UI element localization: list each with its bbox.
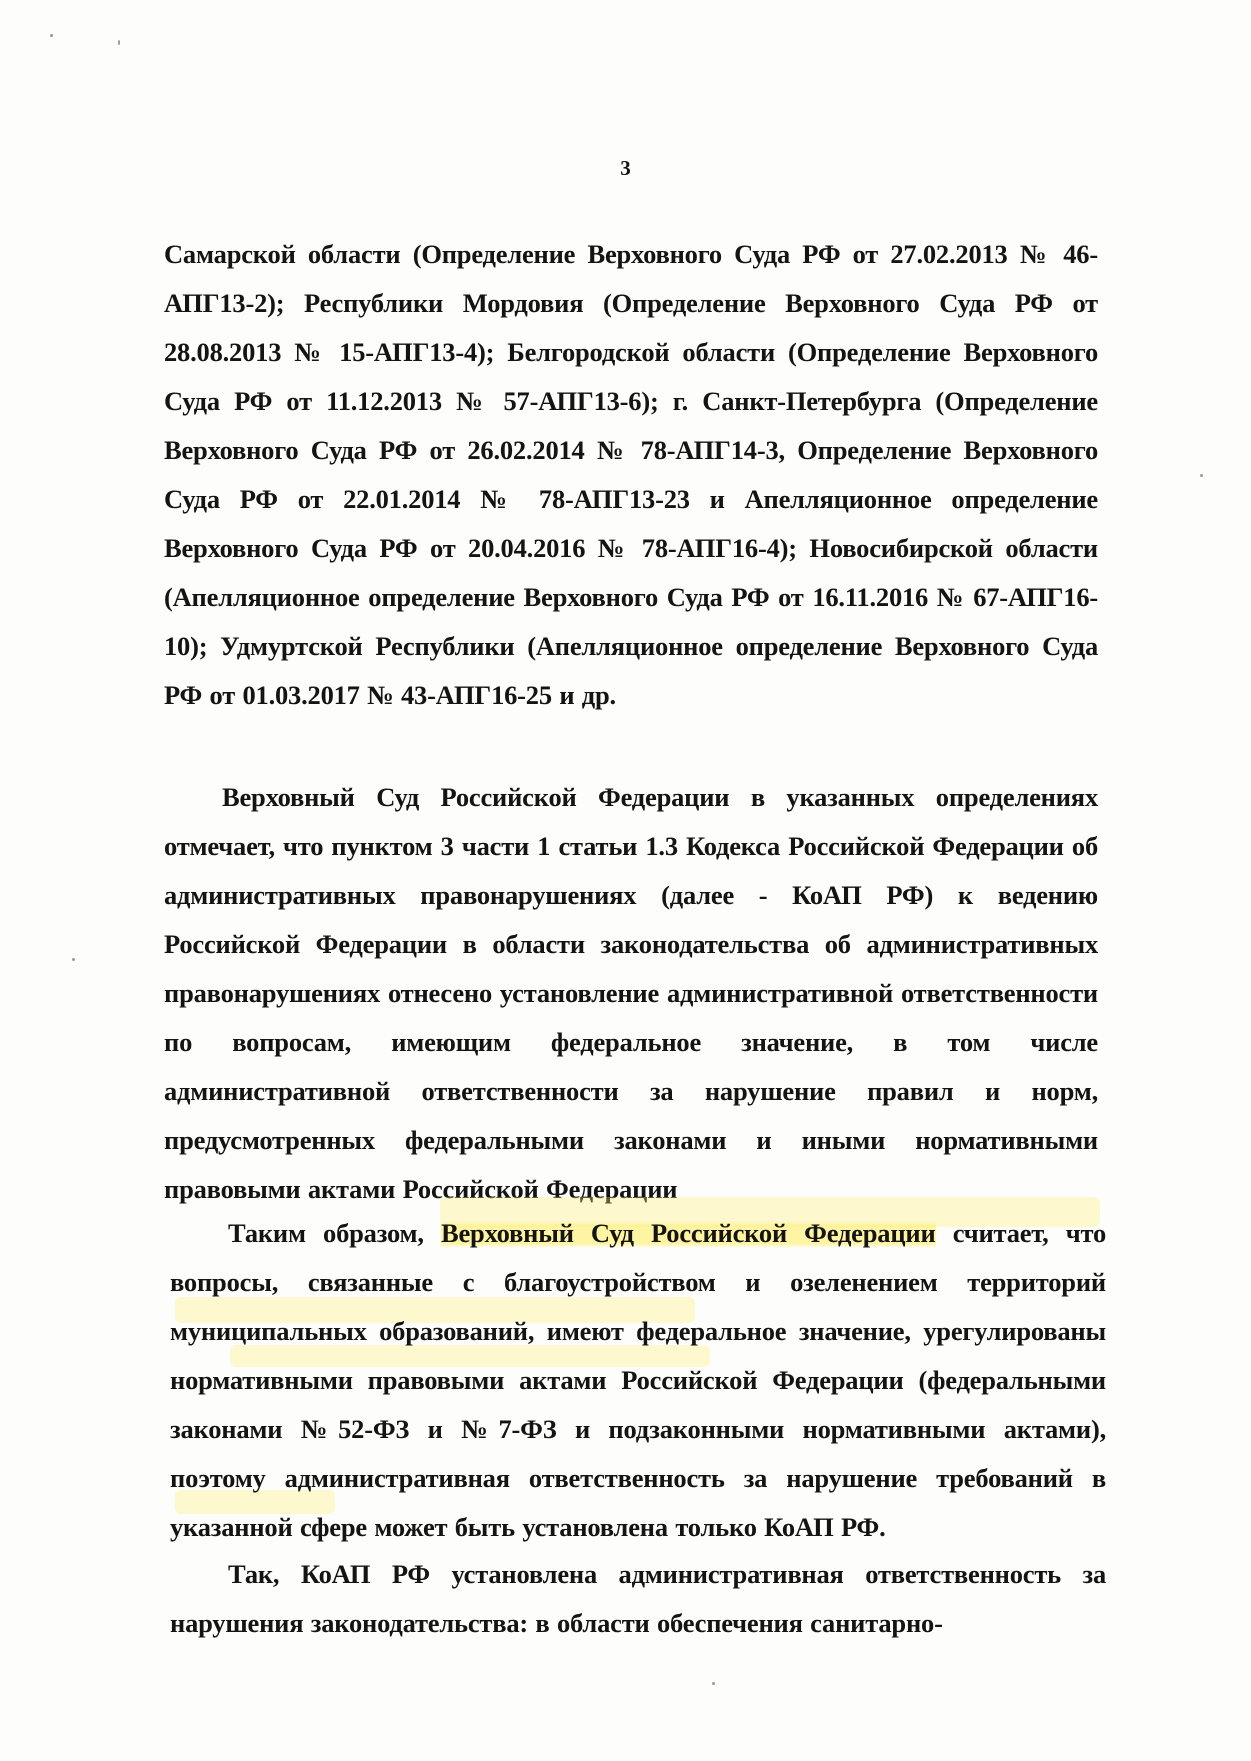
scan-speck bbox=[118, 40, 120, 45]
scan-speck bbox=[1200, 474, 1203, 477]
paragraph-koap-liability: Так, КоАП РФ установлена административная ответственность за нарушения законодательства: в области обеспечения санитарно- bbox=[170, 1558, 1106, 1638]
paragraph-conclusion-rest: считает, что вопросы, связанные с благоустройством и озеленением территорий муниципальных образований, имеют федеральное значение, урегулированы нормативными правовыми актами Российской Федерации (федеральными законами №52-ФЗ и №7-ФЗ и подзаконными нормативными актами), поэтому административная ответственность за нарушение требований в указанной сфере может быть установлена только КоАП РФ. bbox=[170, 1217, 1106, 1542]
paragraph-conclusion bbox=[170, 1209, 1106, 1552]
paragraph-conclusion-lead: Таким образом, bbox=[228, 1217, 442, 1248]
paragraph-court-rulings-list: Самарской области (Определение Верховного Суда РФ от 27.02.2013 № 46-АПГ13-2); Республики Мордовия (Определение Верховного Суда РФ от 28.08.2013 № 15-АПГ13-4); Белгородской области (Определение Верховного Суда РФ от 11.12.2013 № 57-АПГ13-6); г. Санкт-Петербурга (Определение Верховного Суда РФ от 26.02.2014 № 78-АПГ14-3, Определение Верховного Суда РФ от 22.01.2014 № 78-АПГ13-23 и Апелляционное определение Верховного Суда РФ от 20.04.2016 № 78-АПГ16-4); Новосибирской области (Апелляционное определение Верховного Суда РФ от 16.11.2016 № 67-АПГ16-10); Удмуртской Республики (Апелляционное определение Верховного Суда РФ от 01.03.2017 № 43-АПГ16-25 и др. bbox=[164, 238, 1098, 710]
scan-speck bbox=[50, 34, 53, 37]
highlighted-phrase: Верховный Суд Российской Федерации bbox=[441, 1217, 936, 1248]
page-number: 3 bbox=[620, 156, 631, 180]
scan-speck bbox=[72, 958, 75, 961]
paragraph-supreme-court-position: Верховный Суд Российской Федерации в указанных определениях отмечает, что пунктом 3 части 1 статьи 1.3 Кодекса Российской Федерации об административных правонарушениях (далее - КоАП РФ) к ведению Российской Федерации в области законодательства об административных правонарушениях отнесено установление административной ответственности по вопросам, имеющим федеральное значение, в том числе административной ответственности за нарушение правил и норм, предусмотренных федеральными законами и иными нормативными правовыми актами Российской Федерации bbox=[164, 781, 1098, 1204]
scan-speck bbox=[712, 1682, 715, 1685]
